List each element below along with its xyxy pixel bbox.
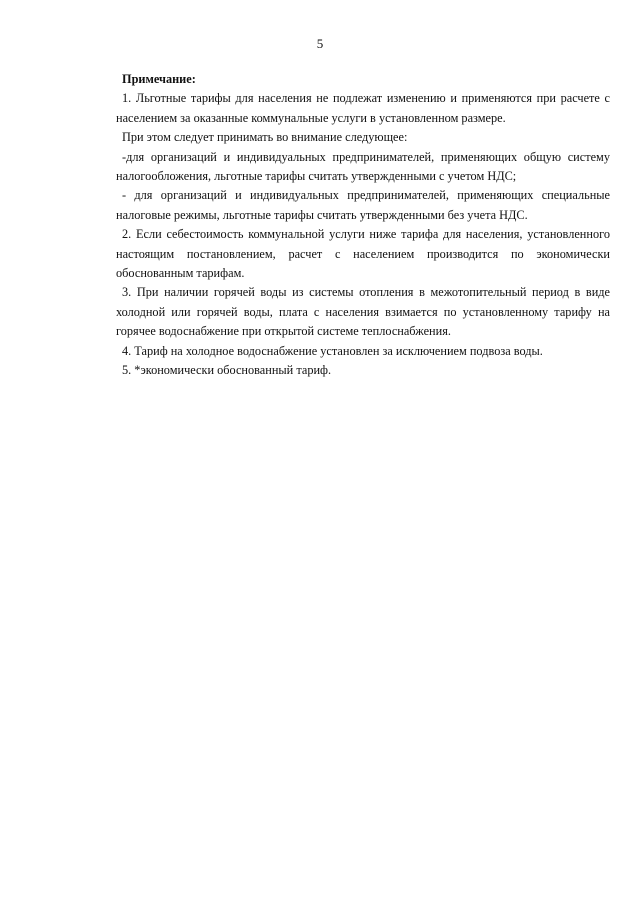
note-item-1: 1. Льготные тарифы для населения не подлежат изменению и применяются при расчете с населением за оказанные коммунальные услуги в установленном размере.: [116, 91, 610, 125]
note-item-4: 4. Тариф на холодное водоснабжение установлен за исключением подвоза воды.: [122, 343, 543, 358]
page-number: 5: [316, 36, 324, 51]
note-section: [116, 70, 610, 381]
note-item-2: 2. Если себестоимость коммунальной услуги ниже тарифа для населения, установленного настоящим постановлением, расчет с населением производится по экономически обоснованным тарифам.: [116, 227, 610, 281]
note-paragraphs: [116, 89, 610, 380]
note-item-1-special-tax: - для организаций и индивидуальных предпринимателей, применяющих специальные налоговые режимы, льготные тарифы считать утвержденными без учета НДС.: [116, 188, 610, 222]
note-item-1-general-tax: -для организаций и индивидуальных предпринимателей, применяющих общую систему налогообложения, льготные тарифы считать утвержденными с учетом НДС;: [116, 149, 610, 184]
note-title: Примечание:: [122, 72, 196, 86]
note-item-1-intro: При этом следует принимать во внимание следующее:: [122, 130, 408, 145]
note-item-3: 3. При наличии горячей воды из системы отопления в межотопительный период в виде холодной или горячей воды, плата с населения взимается по установленному тарифу на горячее водоснабжение при открытой системе теплоснабжения.: [116, 285, 610, 339]
note-item-5: 5. *экономически обоснованный тариф.: [122, 363, 332, 378]
